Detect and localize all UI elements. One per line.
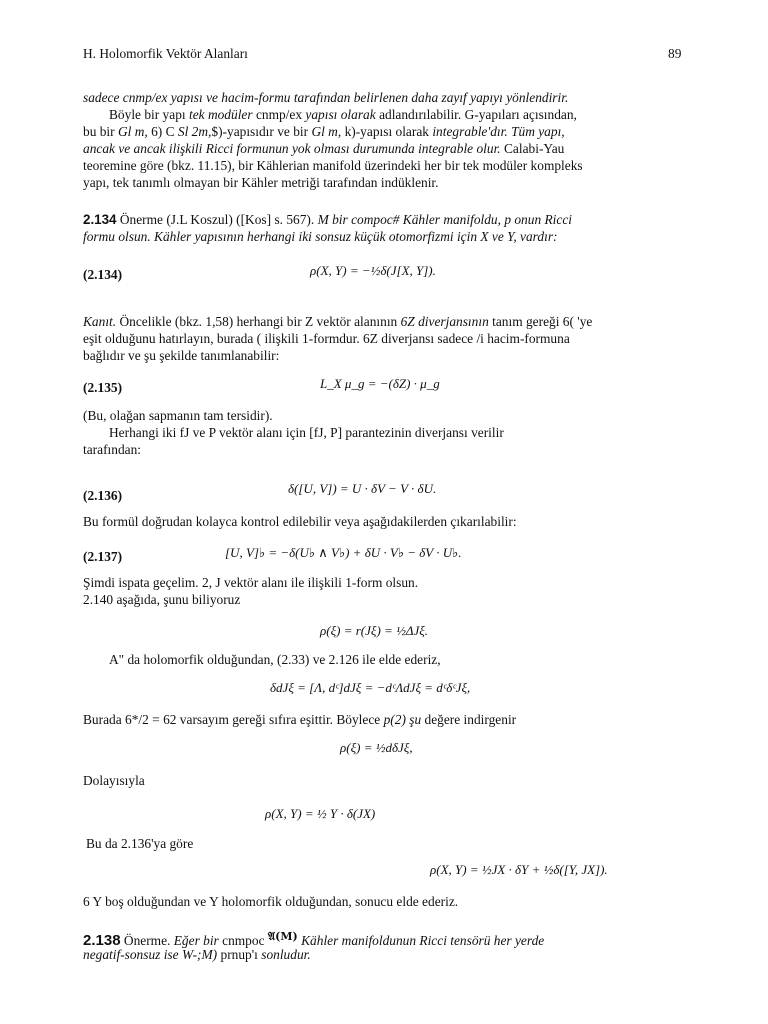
equation: ρ(X, Y) = ½JX · δY + ½δ([Y, JX]). xyxy=(430,862,608,877)
fraktur-a-symbol: 𝔄(M) xyxy=(267,930,298,943)
paragraph-line: 2.140 aşağıda, şunu biliyoruz xyxy=(83,592,241,607)
proposition-heading: 2.134 Önerme (J.L Koszul) ([Kos] s. 567). M bir compoc# Kähler manifoldu, p onun Ricci xyxy=(83,212,572,227)
proof-line: eşit olduğunu hatırlayın, burada ( ilişkili 1-formdur. 6Z diverjansı sadece /i hacim-formuna xyxy=(83,331,570,346)
paragraph-line: Herhangi iki fJ ve P vektör alanı için [fJ, P] parantezinin diverjansı verilir xyxy=(109,425,504,440)
proof-line: Kanıt. Öncelikle (bkz. 1,58) herhangi bir Z vektör alanının 6Z diverjansının tanım gereği 6( 'ye xyxy=(83,314,593,329)
paragraph-line: Bu formül doğrudan kolayca kontrol edilebilir veya aşağıdakilerden çıkarılabilir: xyxy=(83,514,517,529)
equation-label: (2.136) xyxy=(83,488,123,503)
paragraph-line: (Bu, olağan sapmanın tam tersidir). xyxy=(83,408,273,423)
equation-label: (2.137) xyxy=(83,549,123,564)
paragraph-line: Dolayısıyla xyxy=(83,773,145,788)
paragraph-line: Bu da 2.136'ya göre xyxy=(86,836,194,851)
paragraph-line: sadece cnmp/ex yapısı ve hacim-formu tarafından belirlenen daha zayıf yapıyı yönlendirir. xyxy=(83,90,569,105)
equation: δ([U, V]) = U · δV − V · δU. xyxy=(288,481,437,496)
paragraph-line: yapı, tek tanımlı olmayan bir Kähler metriği tarafından indüklenir. xyxy=(83,175,439,190)
equation: δdJξ = [Λ, dᶜ]dJξ = −dᶜΛdJξ = dᶜδᶜJξ, xyxy=(270,680,471,695)
equation: ρ(ξ) = ½dδJξ, xyxy=(340,740,413,755)
equation: ρ(X, Y) = −½δ(J[X, Y]). xyxy=(310,263,436,278)
equation-label: (2.135) xyxy=(83,380,123,395)
proposition-line: negatif-sonsuz ise W-;M) prnup'ı sonludur. xyxy=(83,947,311,962)
proposition-heading: 2.138 Önerme. Eğer bir cnmpoc $^{𝔄(M)}$ Kähler manifoldunun Ricci tensörü her yerde xyxy=(83,930,545,949)
page-number: 89 xyxy=(668,46,682,61)
paragraph-line: Şimdi ispata geçelim. 2, J vektör alanı ile ilişkili 1-form olsun. xyxy=(83,575,419,590)
running-header-title: H. Holomorfik Vektör Alanları xyxy=(83,46,248,61)
paragraph-line: 6 Y boş olduğundan ve Y holomorfik olduğundan, sonucu elde ederiz. xyxy=(83,894,459,909)
paragraph-line: teoremine göre (bkz. 11.15), bir Kählerian manifold üzerindeki her bir tek modüler kompleks xyxy=(83,158,583,173)
paragraph-line: bu bir Gl m, 6) C Sl 2m,$)-yapısıdır ve bir Gl m, k)-yapısı olarak integrable'dır. Tüm yapı, xyxy=(83,124,565,139)
paragraph-line: A" da holomorfik olduğundan, (2.33) ve 2.126 ile elde ederiz, xyxy=(109,652,441,667)
equation-label: (2.134) xyxy=(83,267,123,282)
equation: ρ(ξ) = r(Jξ) = ½ΔJξ. xyxy=(320,623,429,638)
equation: L_X μ_g = −(δZ) · μ_g xyxy=(320,376,440,391)
proof-line: bağlıdır ve şu şekilde tanımlanabilir: xyxy=(83,348,280,363)
paragraph-line: Burada 6*/2 = 62 varsayım gereği sıfıra eşittir. Böylece p(2) şu değere indirgenir xyxy=(83,712,517,727)
equation: ρ(X, Y) = ½ Y · δ(JX) xyxy=(265,806,376,821)
paragraph-line: ancak ve ancak ilişkili Ricci formunun yok olması durumunda integrable olur. Calabi-Yau xyxy=(83,141,565,156)
equation: [U, V]♭ = −δ(U♭ ∧ V♭) + δU · V♭ − δV · U♭. xyxy=(225,545,462,560)
paragraph-line: tarafından: xyxy=(83,442,141,457)
paragraph-line: Böyle bir yapı tek modüler cnmp/ex yapısı olarak adlandırılabilir. G-yapıları açısından, xyxy=(109,107,577,122)
proposition-line: formu olsun. Kähler yapısının herhangi iki sonsuz küçük otomorfizmi için X ve Y, vardır: xyxy=(83,229,558,244)
